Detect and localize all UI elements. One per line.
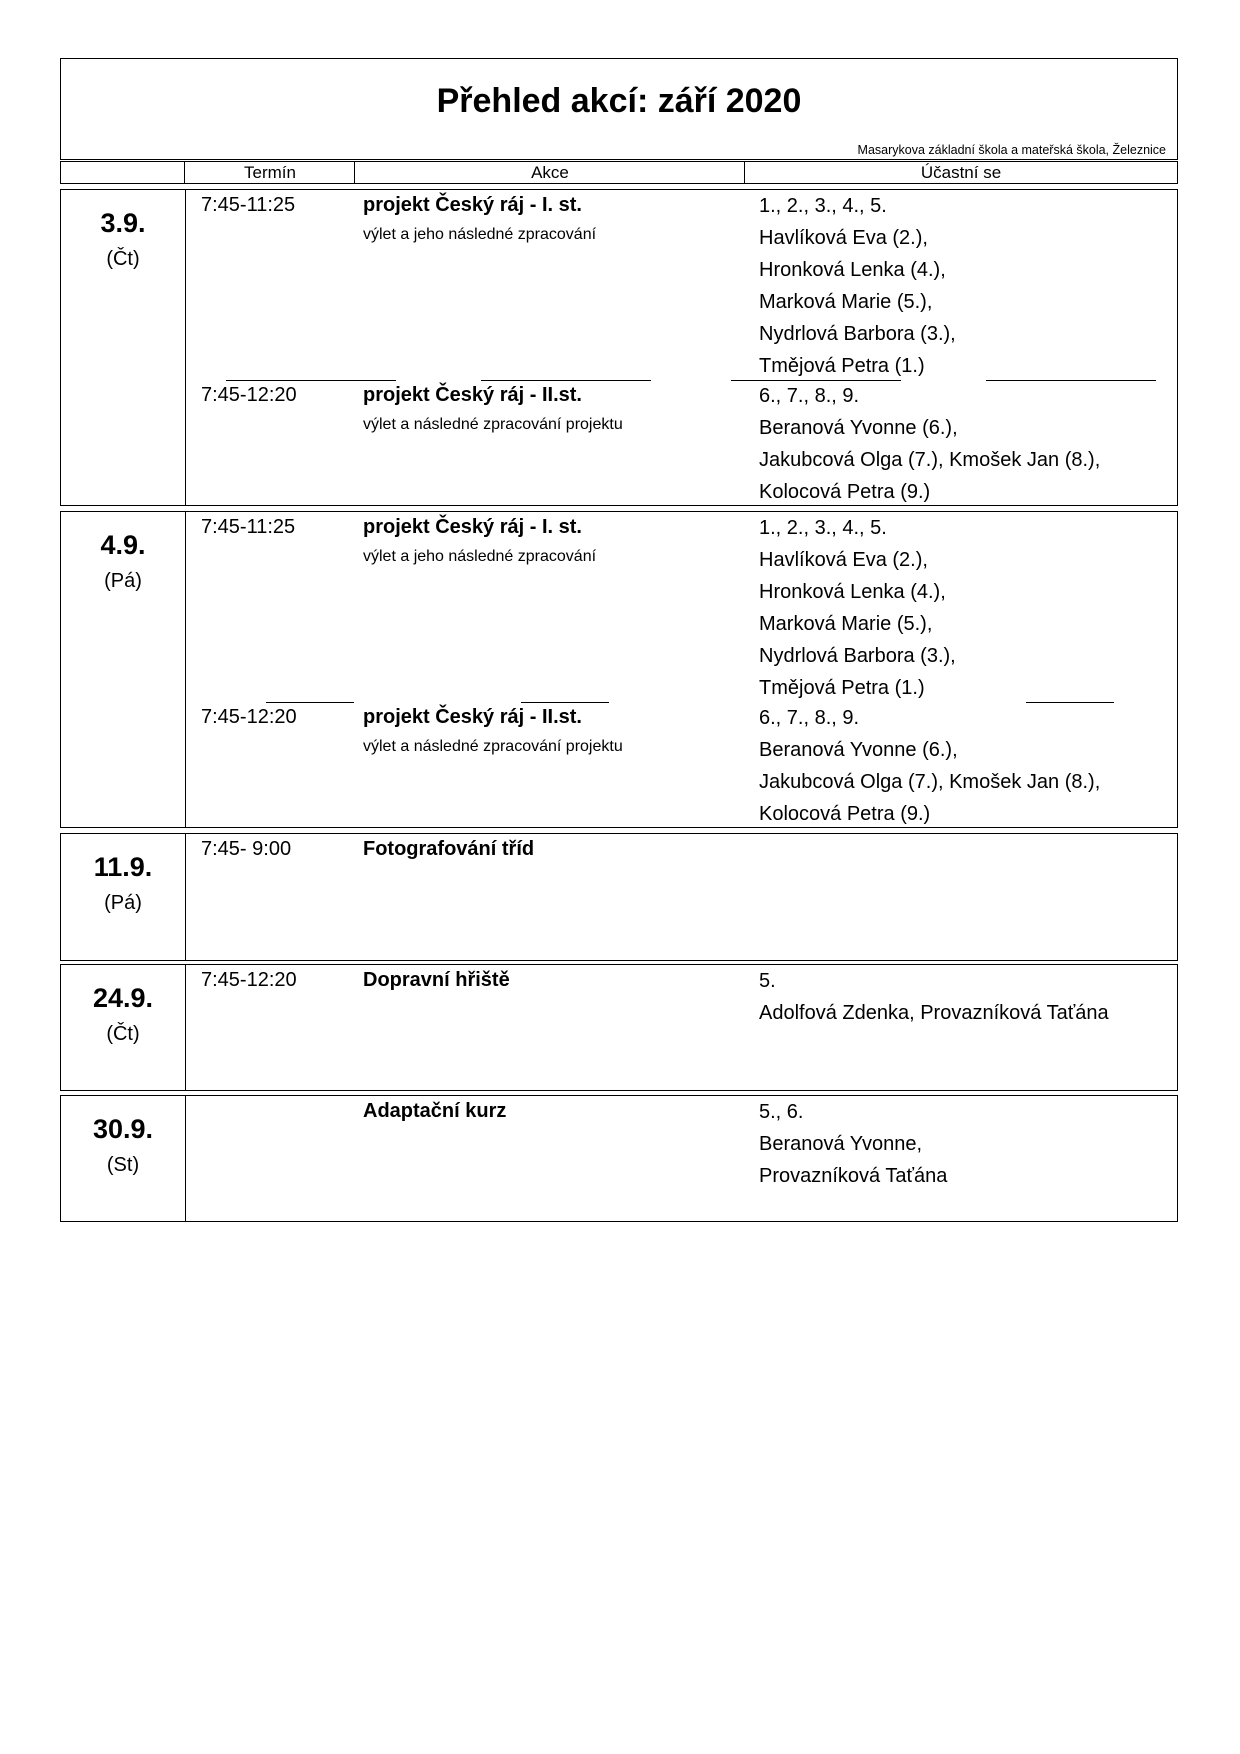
event-subtitle: výlet a následné zpracování projektu (363, 416, 623, 433)
participant-line: Marková Marie (5.), (759, 291, 933, 313)
participant-line: Havlíková Eva (2.), (759, 227, 928, 249)
event-day: (St) (106, 1154, 140, 1176)
event-subtitle: výlet a jeho následné zpracování (363, 226, 597, 243)
column-header-participants: Účastní se (744, 162, 1177, 183)
participants-classes: 1., 2., 3., 4., 5. (759, 195, 887, 217)
participants-classes: 6., 7., 8., 9. (759, 385, 860, 407)
event-subtitle: výlet a následné zpracování projektu (363, 738, 623, 755)
participant-line: Nydrlová Barbora (3.), (759, 323, 956, 345)
date-column-divider (185, 1096, 186, 1221)
separator-line (986, 380, 1156, 381)
event-row-4-9 (60, 511, 1178, 828)
participants-classes: 5. (759, 970, 776, 992)
separator-line (521, 702, 609, 703)
event-time: 7:45-11:25 (201, 194, 296, 216)
event-time: 7:45-12:20 (201, 384, 297, 406)
event-row-24-9 (60, 964, 1178, 1091)
header-box (60, 58, 1178, 160)
event-time: 7:45-11:25 (201, 516, 296, 538)
event-day: (Pá) (104, 892, 142, 914)
event-row-3-9 (60, 189, 1178, 506)
column-header-row (60, 161, 1178, 184)
event-title: projekt Český ráj - I. st. (363, 516, 582, 538)
separator-line (266, 702, 354, 703)
participant-line: Provazníková Taťána (759, 1165, 948, 1187)
participant-line: Marková Marie (5.), (759, 613, 933, 635)
event-subtitle: výlet a jeho následné zpracování (363, 548, 597, 565)
event-date: 3.9. (100, 208, 146, 238)
event-day: (Čt) (106, 1023, 140, 1045)
column-header-action: Akce (354, 162, 745, 183)
participants-classes: 6., 7., 8., 9. (759, 707, 860, 729)
school-name: Masarykova základní škola a mateřská škola, Železnice (857, 143, 1166, 157)
event-title: Dopravní hřiště (363, 969, 510, 991)
event-row-11-9 (60, 833, 1178, 961)
event-day: (Pá) (104, 570, 142, 592)
event-date: 24.9. (92, 983, 154, 1013)
event-time: 7:45-12:20 (201, 706, 297, 728)
date-column-divider (185, 834, 186, 960)
participant-line: Hronková Lenka (4.), (759, 259, 946, 281)
participant-line: Kolocová Petra (9.) (759, 803, 931, 825)
participant-line: Kolocová Petra (9.) (759, 481, 931, 503)
event-date: 30.9. (92, 1114, 154, 1144)
date-column-divider (185, 190, 186, 505)
event-title: projekt Český ráj - I. st. (363, 194, 582, 216)
event-row-30-9 (60, 1095, 1178, 1222)
participant-line: Nydrlová Barbora (3.), (759, 645, 956, 667)
date-column-divider (185, 512, 186, 827)
participant-line: Havlíková Eva (2.), (759, 549, 928, 571)
participant-line: Adolfová Zdenka, Provazníková Taťána (759, 1002, 1109, 1024)
page-title: Přehled akcí: září 2020 (436, 82, 802, 120)
event-title: Adaptační kurz (363, 1100, 507, 1122)
participant-line: Beranová Yvonne (6.), (759, 417, 958, 439)
participant-line: Jakubcová Olga (7.), Kmošek Jan (8.), (759, 771, 1101, 793)
participant-line: Hronková Lenka (4.), (759, 581, 946, 603)
participant-line: Tmějová Petra (1.) (759, 677, 925, 699)
participant-line: Beranová Yvonne (6.), (759, 739, 958, 761)
separator-line (481, 380, 651, 381)
event-date: 4.9. (100, 530, 146, 560)
event-time: 7:45- 9:00 (201, 838, 292, 860)
event-title: Fotografování tříd (363, 838, 535, 860)
column-header-term: Termín (184, 162, 355, 183)
separator-line (1026, 702, 1114, 703)
separator-line (226, 380, 396, 381)
participants-classes: 5., 6. (759, 1101, 804, 1123)
event-time: 7:45-12:20 (201, 969, 297, 991)
participant-line: Beranová Yvonne, (759, 1133, 923, 1155)
participants-classes: 1., 2., 3., 4., 5. (759, 517, 887, 539)
date-column-divider (185, 965, 186, 1090)
participant-line: Jakubcová Olga (7.), Kmošek Jan (8.), (759, 449, 1101, 471)
event-title: projekt Český ráj - II.st. (363, 384, 582, 406)
participant-line: Tmějová Petra (1.) (759, 355, 925, 377)
event-title: projekt Český ráj - II.st. (363, 706, 582, 728)
event-day: (Čt) (106, 248, 140, 270)
event-date: 11.9. (93, 852, 153, 882)
